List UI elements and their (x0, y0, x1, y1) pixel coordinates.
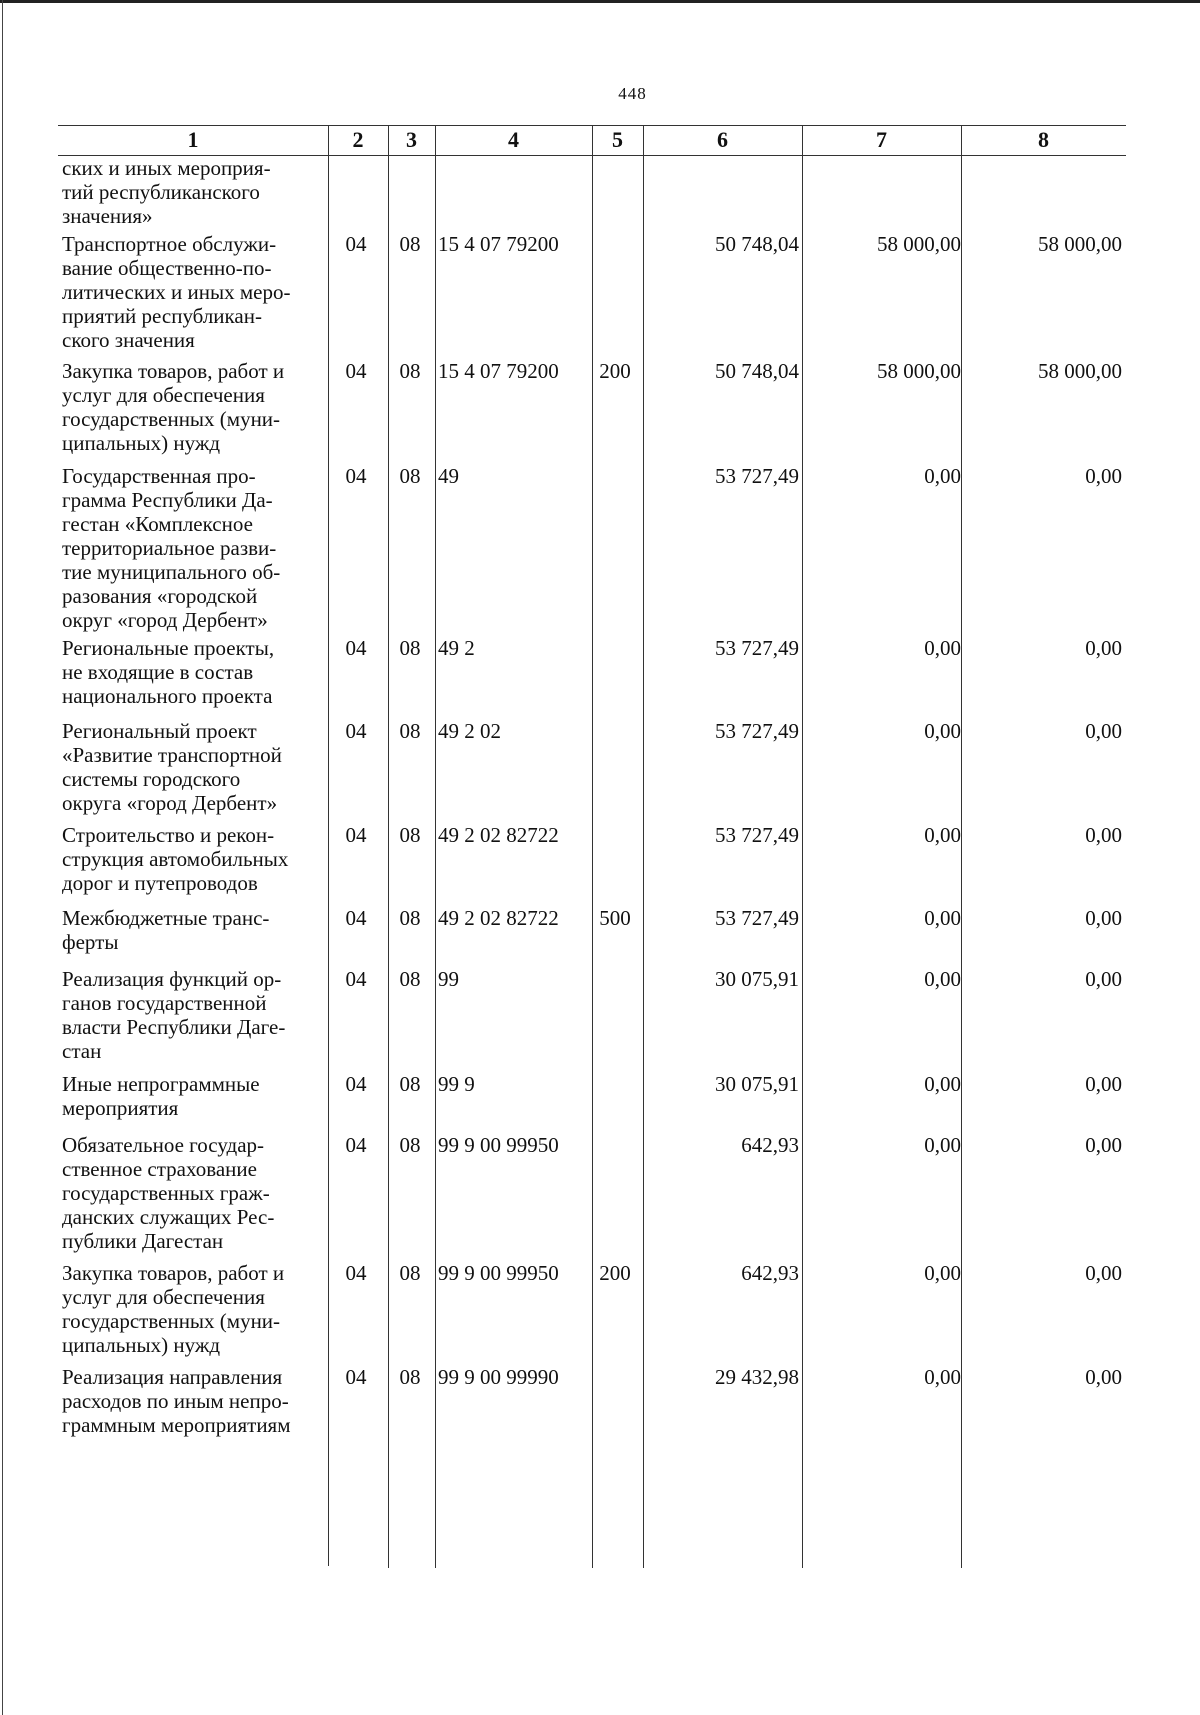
column-divider (643, 126, 644, 1568)
amount-col7: 0,00 (924, 823, 961, 847)
table-header-row (58, 125, 1126, 155)
target-article-code: 99 9 00 99950 (438, 1133, 559, 1157)
column-divider (802, 126, 803, 1568)
row-description: ских и иных мероприя- тий республиканского значения» (62, 156, 271, 228)
subsection-code: 08 (399, 464, 421, 488)
column-divider (592, 126, 593, 1568)
page-number: 448 (618, 84, 647, 103)
section-code: 04 (345, 823, 367, 847)
amount-col6: 53 727,49 (715, 906, 799, 930)
amount-col7: 0,00 (924, 636, 961, 660)
amount-col6: 53 727,49 (715, 719, 799, 743)
subsection-code: 08 (399, 719, 421, 743)
amount-col6: 50 748,04 (715, 232, 799, 256)
row-description: Реализация направления расходов по иным непро- граммным мероприятиям (62, 1365, 291, 1437)
amount-col6: 53 727,49 (715, 464, 799, 488)
column-divider (388, 126, 389, 1568)
amount-col7: 0,00 (924, 1261, 961, 1285)
row-description: Транспортное обслужи- вание общественно-по- литических и иных меро- приятий республикан- ского значения (62, 232, 291, 352)
header-cell: 8 (1038, 127, 1049, 152)
header-cell: 7 (876, 127, 887, 152)
header-cell: 4 (508, 127, 519, 152)
amount-col8: 0,00 (1085, 1261, 1122, 1285)
target-article-code: 99 9 00 99990 (438, 1365, 559, 1389)
amount-col8: 0,00 (1085, 823, 1122, 847)
subsection-code: 08 (399, 1365, 421, 1389)
amount-col7: 0,00 (924, 967, 961, 991)
section-code: 04 (345, 464, 367, 488)
section-code: 04 (345, 359, 367, 383)
amount-col6: 53 727,49 (715, 823, 799, 847)
amount-col8: 0,00 (1085, 967, 1122, 991)
subsection-code: 08 (399, 232, 421, 256)
amount-col6: 30 075,91 (715, 1072, 799, 1096)
section-code: 04 (345, 1261, 367, 1285)
header-cell: 3 (406, 127, 417, 152)
section-code: 04 (345, 636, 367, 660)
subsection-code: 08 (399, 1072, 421, 1096)
row-description: Иные непрограммные мероприятия (62, 1072, 260, 1120)
row-description: Обязательное государ- ственное страхование государственных граж- данских служащих Рес- публики Дагестан (62, 1133, 275, 1253)
section-code: 04 (345, 1365, 367, 1389)
target-article-code: 99 (438, 967, 459, 991)
subsection-code: 08 (399, 967, 421, 991)
header-cell: 2 (352, 127, 364, 152)
subsection-code: 08 (399, 1133, 421, 1157)
amount-col7: 0,00 (924, 1133, 961, 1157)
column-divider (961, 126, 962, 1568)
row-description: Закупка товаров, работ и услуг для обеспечения государственных (муни- ципальных) нужд (62, 359, 285, 455)
row-description: Региональный проект «Развитие транспортной системы городского округа «город Дербент» (62, 719, 282, 815)
amount-col8: 0,00 (1085, 719, 1122, 743)
amount-col7: 0,00 (924, 464, 961, 488)
amount-col6: 30 075,91 (715, 967, 799, 991)
amount-col6: 642,93 (741, 1261, 799, 1285)
target-article-code: 49 2 02 (438, 719, 501, 743)
target-article-code: 99 9 00 99950 (438, 1261, 559, 1285)
amount-col6: 29 432,98 (715, 1365, 799, 1389)
amount-col8: 0,00 (1085, 906, 1122, 930)
amount-col6: 50 748,04 (715, 359, 799, 383)
amount-col8: 0,00 (1085, 1365, 1122, 1389)
target-article-code: 15 4 07 79200 (438, 359, 559, 383)
amount-col7: 0,00 (924, 1365, 961, 1389)
section-code: 04 (345, 232, 367, 256)
expense-type-code: 500 (599, 906, 631, 930)
expense-type-code: 200 (599, 359, 631, 383)
row-description: Межбюджетные транс- ферты (62, 906, 270, 954)
subsection-code: 08 (399, 1261, 421, 1285)
header-cell: 5 (612, 127, 623, 152)
target-article-code: 49 (438, 464, 459, 488)
subsection-code: 08 (399, 823, 421, 847)
row-description: Государственная про- грамма Республики Да- гестан «Комплексное территориальное разви- тие муниципального об- разования «городской округ «город Дербент» (62, 464, 281, 632)
page-left-border (2, 0, 3, 1715)
target-article-code: 49 2 (438, 636, 475, 660)
target-article-code: 49 2 02 82722 (438, 906, 559, 930)
amount-col8: 0,00 (1085, 1072, 1122, 1096)
row-description: Региональные проекты, не входящие в состав национального проекта (62, 636, 275, 708)
target-article-code: 99 9 (438, 1072, 475, 1096)
section-code: 04 (345, 1133, 367, 1157)
amount-col8: 0,00 (1085, 636, 1122, 660)
section-code: 04 (345, 1072, 367, 1096)
row-description: Реализация функций ор- ганов государственной власти Республики Даге- стан (62, 967, 286, 1063)
section-code: 04 (345, 967, 367, 991)
amount-col6: 53 727,49 (715, 636, 799, 660)
row-description: Строительство и рекон- струкция автомобильных дорог и путепроводов (62, 823, 289, 895)
amount-col7: 58 000,00 (877, 359, 961, 383)
amount-col8: 0,00 (1085, 1133, 1122, 1157)
section-code: 04 (345, 906, 367, 930)
amount-col8: 58 000,00 (1038, 232, 1122, 256)
header-cell: 1 (187, 127, 199, 152)
amount-col8: 0,00 (1085, 464, 1122, 488)
page-top-border (0, 0, 1200, 3)
subsection-code: 08 (399, 906, 421, 930)
target-article-code: 49 2 02 82722 (438, 823, 559, 847)
expense-type-code: 200 (599, 1261, 631, 1285)
row-description: Закупка товаров, работ и услуг для обеспечения государственных (муни- ципальных) нужд (62, 1261, 285, 1357)
header-cell: 6 (717, 127, 728, 152)
amount-col7: 0,00 (924, 906, 961, 930)
target-article-code: 15 4 07 79200 (438, 232, 559, 256)
amount-col6: 642,93 (741, 1133, 799, 1157)
subsection-code: 08 (399, 359, 421, 383)
subsection-code: 08 (399, 636, 421, 660)
amount-col7: 58 000,00 (877, 232, 961, 256)
amount-col8: 58 000,00 (1038, 359, 1122, 383)
section-code: 04 (345, 719, 367, 743)
amount-col7: 0,00 (924, 1072, 961, 1096)
column-divider (435, 126, 436, 1568)
amount-col7: 0,00 (924, 719, 961, 743)
